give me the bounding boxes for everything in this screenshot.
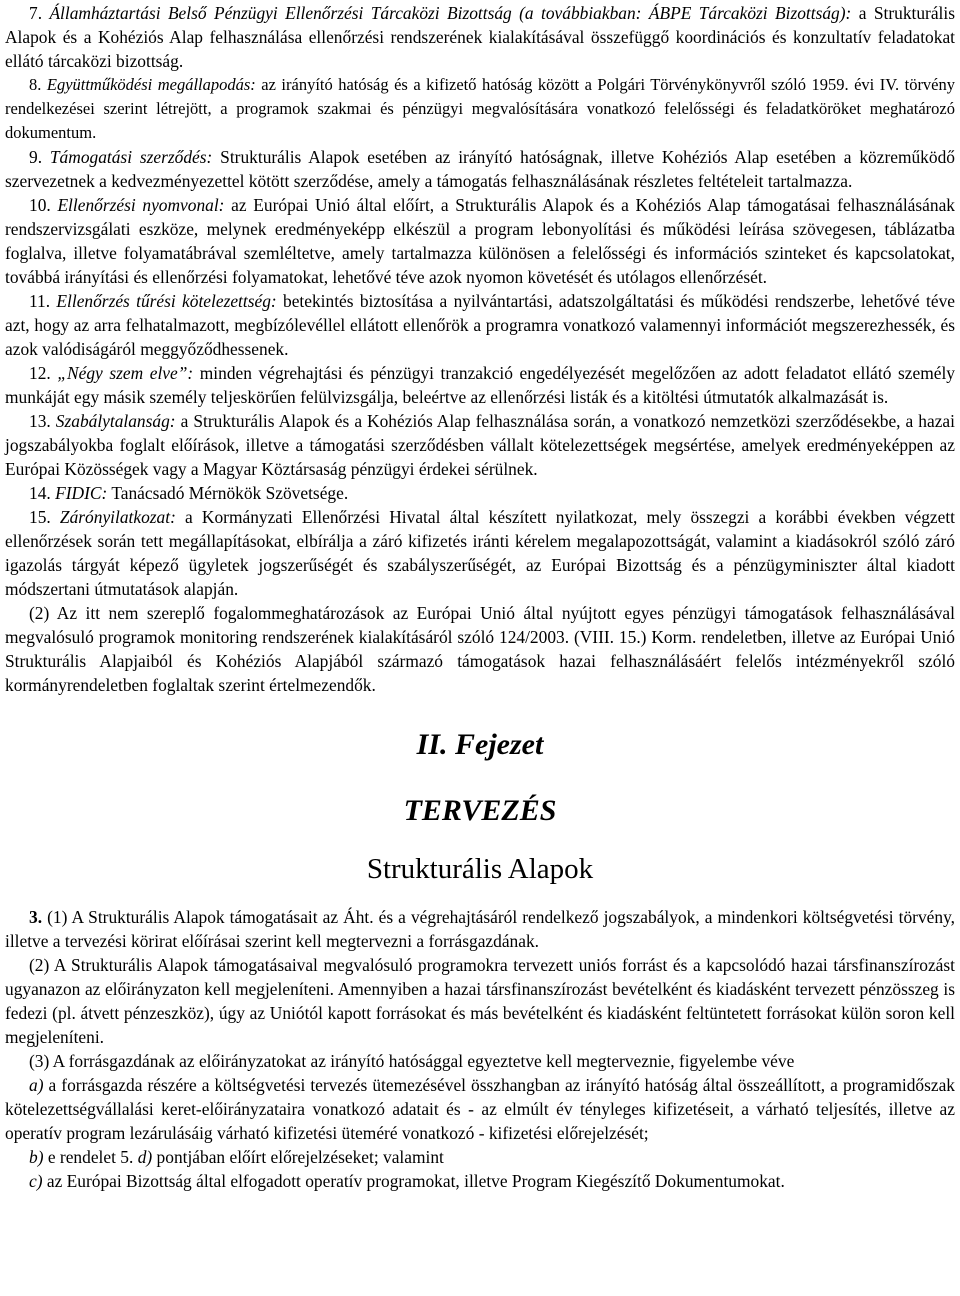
- chapter-title: TERVEZÉS: [403, 794, 557, 827]
- definition-15: 15. Zárónyilatkozat: a Kormányzati Ellenőrzési Hivatal által készített nyilatkozat, mely összegzi a korábbi években végzett ellenőrzések során tett megállapításokat, elbírálja a záró kifizetés iránti kérelem megalapozottságát, valamint a kiadásokról szóló záró igazolás tárgyát képező ügyletek jogszerűségét és szabályszerűségét, az Európai Bizottság és a pénzügyminiszter által kiadott módszertani útmutatások alapján.: [5, 507, 955, 599]
- definition-12: 12. „Négy szem elve”: minden végrehajtási és pénzügyi tranzakció engedélyezését megelőzően az adott feladatot ellátó személy munkáját egy másik személy teljeskörűen felülvizsgálja, beleértve az ellenőrzési listák és a kitöltési útmutatók alkalmazását is.: [5, 363, 955, 407]
- item-c: c) az Európai Bizottság által elfogadott operatív programokat, illetve Program Kiegészítő Dokumentumokat.: [29, 1171, 785, 1191]
- definition-10: 10. Ellenőrzési nyomvonal: az Európai Unió által előírt, a Strukturális Alapok és a Kohéziós Alap támogatásai felhasználásának rendszervizsgálati eszköze, melynek eredményeképp elkészül a program lebonyolítási és működési leírása szövegesen, táblázatba foglalva, illetve folyamatábrával szemléltetve, amely tartalmazza különösen a felelősségi és információs szinteket és kapcsolatokat, továbbá irányítási és ellenőrzési folyamatokat, lehetővé téve azok nyomon követését és utólagos ellenőrzését.: [5, 195, 955, 287]
- chapter-number: II. Fejezet: [416, 728, 544, 761]
- paragraph-2: (2) Az itt nem szereplő fogalommeghatározások az Európai Unió által nyújtott egyes pénzügyi támogatások felhasználásával megvalósuló programok monitoring rendszerének kialakításáról szóló 124/2003. (VIII. 15.) Korm. rendeletben, illetve az Európai Unió Strukturális Alapjaiból és Kohéziós Alapjából származó támogatások hazai felhasználásáért felelős intézményekről szóló kormányrendeletben foglaltak szerint értelmezendők.: [5, 603, 955, 695]
- definition-9: 9. Támogatási szerződés: Strukturális Alapok esetében az irányító hatóságnak, illetve Kohéziós Alap esetében a közreműködő szervezetnek a kedvezményezettel kötött szerződése, amely a támogatás felhasználásának részletes feltételeit tartalmazza.: [5, 147, 955, 191]
- section-title: Strukturális Alapok: [366, 853, 594, 885]
- definition-7: 7. Államháztartási Belső Pénzügyi Ellenőrzési Tárcaközi Bizottság (a továbbiakban: ÁBPE Tárcaközi Bizottság): a Strukturális Alapok és a Kohéziós Alap felhasználása ellenőrzési rendszerének kialakításával összefüggő koordinációs és konzultatív feladatokat ellátó tárcaközi bizottság.: [5, 3, 955, 71]
- article-3-para-3: (3) A forrásgazdának az előirányzatokat az irányító hatósággal egyeztetve kell megterveznie, figyelembe véve: [29, 1051, 795, 1071]
- item-b: b) e rendelet 5. d) pontjában előírt előrejelzéseket; valamint: [29, 1147, 444, 1167]
- article-3-para-1: 3. (1) A Strukturális Alapok támogatásait az Áht. és a végrehajtásáról rendelkező jogszabályok, a mindenkori költségvetési törvény, illetve a tervezési körirat előírásai szerint kell megtervezni a forrásgazdának.: [5, 907, 955, 951]
- definition-14: 14. FIDIC: Tanácsadó Mérnökök Szövetsége.: [29, 483, 349, 503]
- definition-13: 13. Szabálytalanság: a Strukturális Alapok és a Kohéziós Alap felhasználása során, a vonatkozó nemzetközi szerződésekbe, a hazai jogszabályokba foglalt előírások, illetve a támogatási szerződésben vállalt kötelezettségek megsértése, amelyek eredményeképpen az Európai Közösségek vagy a Magyar Köztársaság pénzügyi érdekei sérülnek.: [5, 411, 955, 479]
- item-a: a) a forrásgazda részére a költségvetési tervezés ütemezésével összhangban az irányító hatóság által összeállított, a programidőszak kötelezettségvállalási keret-előirányzataira vonatkozó adatait és - az elmúlt év tényleges kifizetéseit, a várható teljesítés, illetve az operatív program lezárulásáig várható kifizetési üteméré vonatkozó - kifizetési előrejelzését;: [5, 1075, 955, 1143]
- definition-8: 8. Együttműködési megállapodás: az irányító hatóság és a kifizető hatóság között a Polgári Törvénykönyvről szóló 1959. évi IV. törvény rendelkezései szerint létrejött, a programok szakmai és pénzügyi megvalósítására vonatkozó felelősségi és feladatköröket meghatározó dokumentum.: [5, 75, 956, 142]
- article-3-para-2: (2) A Strukturális Alapok támogatásaival megvalósuló programokra tervezett uniós forrást és a kapcsolódó hazai társfinanszírozást ugyanazon az előirányzaton kell megjeleníteni. Amennyiben a hazai társfinanszírozást bevételként és kiadásként tervezett pénzösszeg is fedezi (pl. átvett pénzeszköz), úgy az Uniótól kapott forrásokat és más bevételként és kiadásként feltüntetett forrásokat külön soron kell megjeleníteni.: [5, 955, 955, 1047]
- definition-11: 11. Ellenőrzés tűrési kötelezettség: betekintés biztosítása a nyilvántartási, adatszolgáltatási és működési rendszerbe, lehetővé téve azt, hogy az arra felhatalmazott, megbízólevéllel ellátott ellenőrök a programra vonatkozó valamennyi információt megszerezhessék, és azok valódiságáról meggyőződhessenek.: [5, 291, 955, 359]
